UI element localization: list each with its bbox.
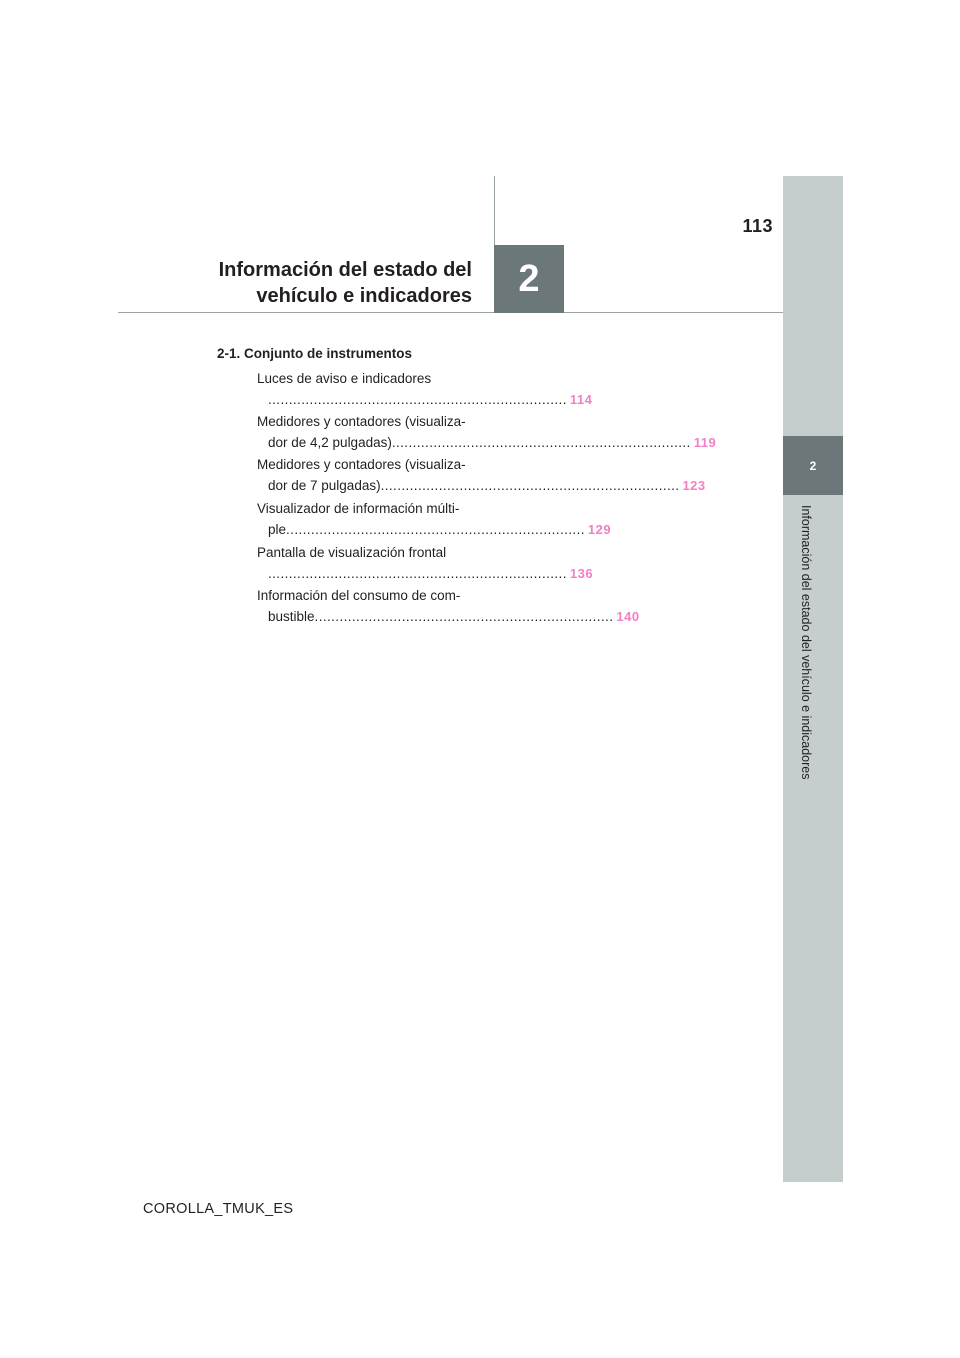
toc-entry-title: Medidores y contadores (visualiza- <box>257 414 466 429</box>
toc-entry-title-cont: bustible <box>268 609 315 624</box>
side-chapter-tab-number: 2 <box>809 458 817 473</box>
toc-entry[interactable] <box>257 368 593 410</box>
page-number: 113 <box>742 216 773 236</box>
side-band <box>783 176 843 1182</box>
toc-entry[interactable] <box>257 542 594 584</box>
toc-entry-title-cont: dor de 7 pulgadas) <box>268 478 381 493</box>
toc-entry-title: Medidores y contadores (visualiza- <box>257 457 466 472</box>
chapter-title-line2: vehículo e indicadores <box>256 285 472 307</box>
toc-section-heading: 2-1. Conjunto de instrumentos <box>217 346 413 361</box>
toc-leader-dots: ........................................................................ <box>268 566 567 581</box>
toc-entry-page[interactable]: 136 <box>569 566 594 581</box>
toc-entry-title: Luces de aviso e indicadores <box>257 371 432 386</box>
toc-entry-page[interactable]: 140 <box>616 609 640 624</box>
toc-leader-dots: ........................................................................ <box>314 609 614 624</box>
toc-leader-dots: ........................................................................ <box>268 392 567 407</box>
toc-entry[interactable] <box>257 411 717 453</box>
toc-entry-title-cont: dor de 4,2 pulgadas) <box>268 435 392 450</box>
toc-entry-page[interactable]: 129 <box>587 522 612 537</box>
toc-entry-page[interactable]: 119 <box>693 435 717 450</box>
chapter-title <box>180 257 472 309</box>
toc-leader-dots: ........................................................................ <box>286 522 585 537</box>
side-chapter-label: Información del estado del vehículo e indicadores <box>799 505 813 780</box>
chapter-number-box: 2 <box>494 245 564 313</box>
toc-entry-title: Visualizador de información múlti- <box>257 501 460 516</box>
toc-entry-title: Información del consumo de com- <box>257 588 461 603</box>
toc-leader-dots: ........................................................................ <box>380 478 680 493</box>
toc-entry-title: Pantalla de visualización frontal <box>257 545 447 560</box>
header-horizontal-rule <box>118 312 783 313</box>
footer-model-code: COROLLA_TMUK_ES <box>143 1201 294 1217</box>
toc-entry[interactable] <box>257 585 640 627</box>
toc-entry-title-cont: ple <box>268 522 287 537</box>
toc-entry-page[interactable]: 123 <box>682 478 706 493</box>
toc-entry[interactable] <box>257 454 706 496</box>
toc-entry[interactable] <box>257 498 612 540</box>
chapter-title-line1: Información del estado del <box>218 259 472 281</box>
toc-leader-dots: ........................................................................ <box>391 435 691 450</box>
toc-entry-page[interactable]: 114 <box>569 392 593 407</box>
header-vertical-rule <box>494 176 495 246</box>
